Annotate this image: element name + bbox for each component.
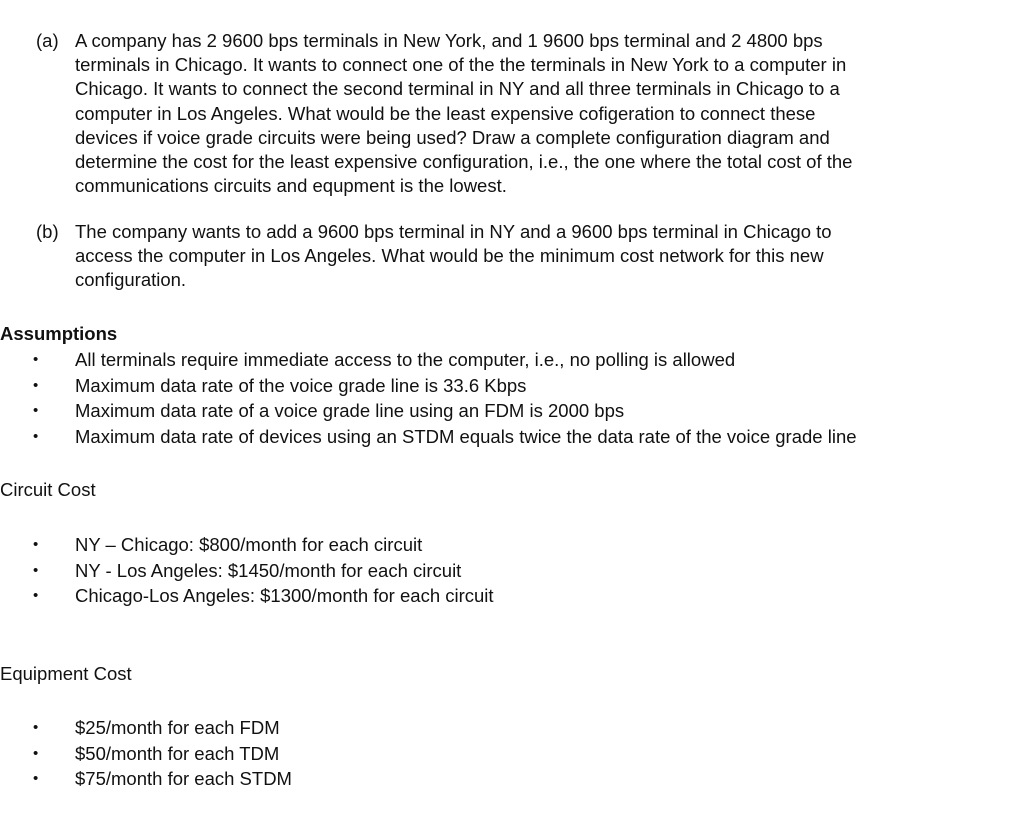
bullet-icon: • [33, 561, 39, 579]
equipment-cost-item [0, 742, 1000, 768]
equipment-cost-text: $50/month for each TDM [75, 742, 280, 764]
equipment-cost-text: $25/month for each FDM [75, 717, 280, 738]
question-b-label: (b) [36, 221, 59, 242]
bullet-icon: • [33, 770, 39, 787]
equipment-cost-heading: Equipment Cost [0, 663, 132, 684]
bullet-icon: • [33, 351, 39, 368]
bullet-icon: • [33, 427, 39, 445]
bullet-icon: • [33, 536, 39, 553]
circuit-cost-text: Chicago-Los Angeles: $1300/month for each circuit [75, 585, 494, 606]
assumption-item [0, 348, 1000, 374]
circuit-cost-text: NY - Los Angeles: $1450/month for each circuit [75, 559, 462, 581]
circuit-cost-text: NY – Chicago: $800/month for each circuit [75, 534, 423, 555]
bullet-icon: • [33, 744, 39, 762]
bullet-icon: • [33, 587, 39, 604]
circuit-cost-list [0, 533, 1000, 610]
circuit-cost-item [0, 584, 1000, 610]
equipment-cost-text: $75/month for each STDM [75, 768, 292, 789]
bullet-icon: • [33, 376, 39, 394]
assumption-item [0, 425, 1000, 451]
assumption-item [0, 399, 1000, 425]
assumption-text: Maximum data rate of the voice grade line is 33.6 Kbps [75, 374, 527, 396]
circuit-cost-heading: Circuit Cost [0, 479, 96, 500]
assumptions-heading: Assumptions [0, 323, 118, 344]
assumption-item [0, 374, 1000, 400]
assumption-text: Maximum data rate of devices using an STDM equals twice the data rate of the voice grade line [75, 425, 857, 447]
circuit-cost-item [0, 533, 1000, 559]
equipment-cost-item [0, 716, 1000, 742]
equipment-cost-item [0, 767, 1000, 793]
assumptions-list [0, 348, 1000, 450]
bullet-icon: • [33, 719, 39, 736]
bullet-icon: • [33, 402, 39, 419]
question-b-text: The company wants to add a 9600 bps terminal in NY and a 9600 bps terminal in Chicago to access the computer in Los Angeles. What would be the minimum cost network for this new configuration. [75, 221, 832, 291]
circuit-cost-item [0, 559, 1000, 585]
assumption-text: Maximum data rate of a voice grade line using an FDM is 2000 bps [75, 400, 625, 421]
assumption-text: All terminals require immediate access to the computer, i.e., no polling is allowed [75, 349, 736, 370]
question-a-label: (a) [36, 30, 59, 51]
equipment-cost-list [0, 716, 1000, 793]
question-a-text: A company has 2 9600 bps terminals in New York, and 1 9600 bps terminal and 2 4800 bps terminals in Chicago. It wants to connect one of the the terminals in New York to a computer in Chicago. It wants to connect the second terminal in NY and all three terminals in Chicago to a computer in Los Angeles. What would be the least expensive cofigeration to connect these devices if voice grade circuits were being used? Draw a complete configuration diagram and determine the cost for the least expensive configuration, i.e., the one where the total cost of the communications circuits and equpment is the lowest. [75, 30, 853, 197]
